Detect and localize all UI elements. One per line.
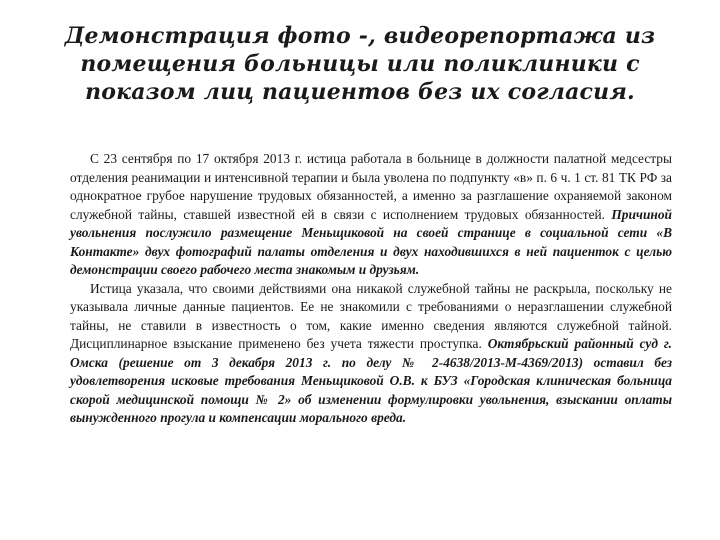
paragraph-dismissal-reason: Причиной увольнения послужило размещение Меньщиковой на своей странице в социальной сети «В Контакте» двух фотографий палаты отделения и двух находившихся в ней пациенток с целью демонстрации своего рабочего места знакомым и друзьям. (70, 206, 672, 277)
slide-body (70, 150, 672, 428)
slide-title: Демонстрация фото -, видеорепортажа из помещения больницы или поликлиники с показом лиц пациентов без их согласия. (64, 23, 656, 105)
paragraph-court-decision: Октябрьский районный суд г. Омска (решение от 3 декабря 2013 г. по делу № 2-4638/2013-М-4369/2013) оставил без удовлетворения исковые требования Меньщиковой О.В. к БУЗ «Городская клиническая больница скорой медицинской помощи № 2» об изменении формулировки увольнения, взыскании оплаты вынужденного прогула и компенсации морального вреда. (70, 336, 673, 425)
paragraph-dismissal-text: С 23 сентября по 17 октября 2013 г. истица работала в больнице в должности палатной медсестры отделения реанимации и интенсивной терапии и была уволена по подпункту «в» п. 6 ч. 1 ст. 81 ТК РФ за однократное грубое нарушение трудовых обязанностей, а именно за разглашение охраняемой законом служебной тайны, ставшей известной ей в связи с исполнением трудовых обязанностей. (70, 151, 672, 222)
paragraph-court (70, 280, 672, 428)
paragraph-dismissal (70, 150, 672, 280)
paragraph-court-text: Истица указала, что своими действиями она никакой служебной тайны не раскрыла, поскольку не указывала личные данные пациентов. Ее не знакомили с требованиями о неразглашении служебной тайны, не ставили в известность о том, какие именно сведения являются служебной тайной. Дисциплинарное взыскание применено без учета тяжести проступка. (70, 280, 672, 351)
